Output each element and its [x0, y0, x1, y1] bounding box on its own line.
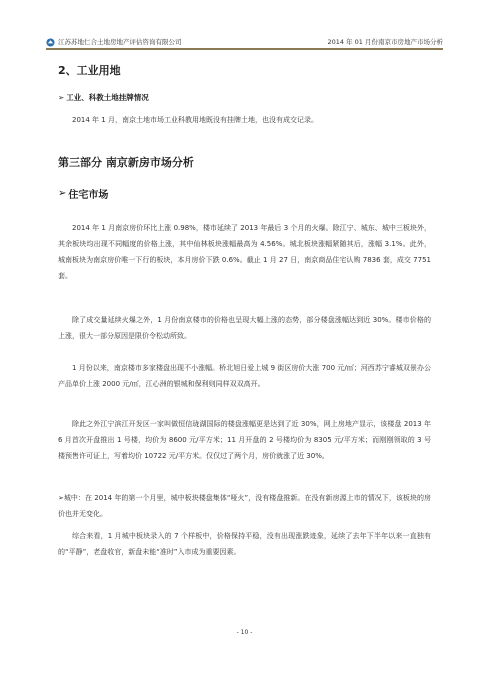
summary-paragraph: 综合来看，1 月城中板块录入的 7 个样板中，价格保持平稳，没有出现涨跌迹象，延续了去年下半年以来一直独有的“平静”，老盘收官，新盘未能“准时”入市成为重要因素。 [58, 532, 431, 556]
residential-paragraph-4: 除此之外江宁滨江开发区一家叫做恒信珑湖国际的楼盘涨幅更是达到了近 30%，网上房地产显示，该楼盘 2013 年 6 月首次开盘推出 1 号楼，均价为 8600 元/平方米；11 月开盘的 2 号楼均价为 8305 元/平方米；而刚刚领取的 3 号楼预售许可证上，写着均价 10722 元/平方米。仅仅过了两个月，房价就涨了近 30%。 [58, 420, 431, 460]
residential-heading-text: 住宅市场 [68, 190, 109, 201]
city-center-paragraph [58, 490, 431, 522]
industrial-paragraph: 2014 年 1 月，南京土地市场工业科教用地既没有挂牌土地，也没有成交记录。 [72, 116, 318, 124]
residential-paragraph-1: 2014 年 1 月南京房价环比上涨 0.98%，楼市延续了 2013 年最后 3 个月的火爆。除江宁、城东、城中三板块外，其余板块均出现不同幅度的价格上涨，其中仙林板块涨幅最高为 4.56%。城北板块涨幅紧随其后，涨幅 3.1%。此外，城南板块为南京房价唯一下行的板块，本月房价下跌 0.6%。截止 1 月 27 日，南京商品住宅认购 7836 套，成交 7751 套。 [58, 224, 431, 280]
page-header [46, 32, 443, 50]
section-heading-industrial: 2、工业用地 [58, 64, 121, 77]
part-heading: 第三部分 南京新房市场分析 [58, 156, 194, 169]
arrow-bullet-icon: ➢ [58, 494, 64, 502]
company-logo-icon [46, 38, 55, 47]
header-company: 江苏苏地仁合土地房地产评估咨询有限公司 [58, 38, 182, 46]
header-left [46, 37, 182, 48]
subsection-heading-text: 工业、科教土地挂牌情况 [66, 93, 149, 102]
residential-paragraph-3: 1 月份以来，南京楼市多家楼盘出现不小涨幅。桥北旭日爱上城 9 街区房价大涨 700 元/㎡；河西苏宁睿城双景办公产品单价上涨 2000 元/㎡，江心洲的银城和保利则同样双双高开。 [58, 364, 431, 388]
subsection-heading-industrial-listing [58, 92, 149, 103]
residential-heading [58, 186, 108, 201]
page-number: - 10 - [236, 629, 253, 636]
arrow-bullet-icon: ➢ [58, 93, 65, 102]
arrow-bullet-icon: ➢ [58, 188, 67, 199]
header-report-title: 2014 年 01 月份南京市房地产市场分析 [327, 38, 443, 46]
residential-paragraph-2: 除了成交量延续火爆之外，1 月份南京楼市的价格也呈现大幅上涨的态势，部分楼盘涨幅达到近 30%。楼市价格的上涨，很大一部分原因是限价令松动所致。 [58, 316, 431, 340]
city-center-text: 城中：在 2014 年的第一个月里，城中板块楼盘集体“哑火”，没有楼盘推新。在没有新房源上市的情况下，该板块的房价也并无变化。 [58, 494, 431, 518]
